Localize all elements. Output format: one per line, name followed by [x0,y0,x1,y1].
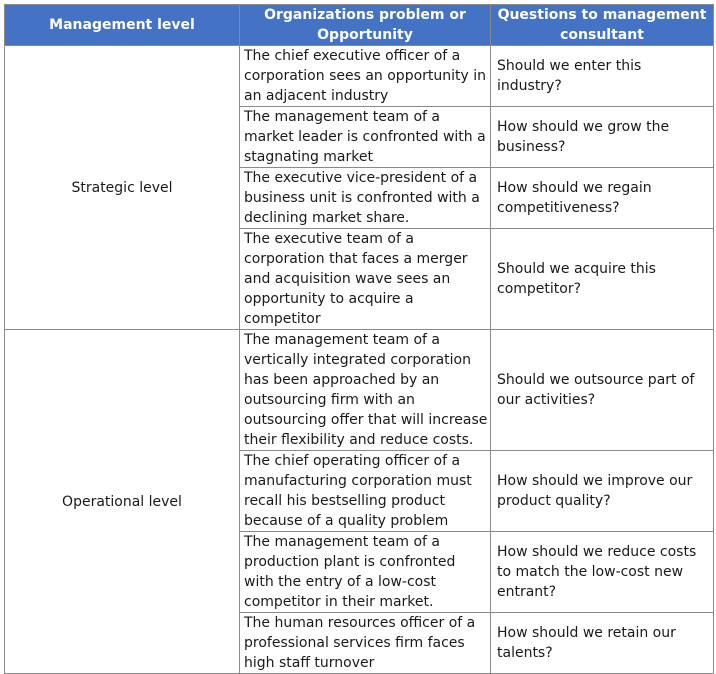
header-management-level: Management level [5,5,240,46]
problem-cell: The executive team of a corporation that faces a merger and acquisition wave sees an opportunity to acquire a competitor [240,229,491,330]
problem-cell: The management team of a vertically integrated corporation has been approached by an outsourcing firm with an outsourcing offer that will increase their flexibility and reduce costs. [240,330,491,451]
question-cell: Should we enter this industry? [491,46,714,107]
problem-cell: The chief operating officer of a manufacturing corporation must recall his bestselling product because of a quality problem [240,451,491,532]
management-level-cell: Operational level [5,330,240,674]
question-cell: How should we improve our product quality? [491,451,714,532]
table-row [5,330,714,451]
question-cell: How should we regain competitiveness? [491,168,714,229]
header-problem-opportunity: Organizations problem or Opportunity [240,5,491,46]
question-cell: How should we grow the business? [491,107,714,168]
problem-cell: The executive vice-president of a business unit is confronted with a declining market share. [240,168,491,229]
question-cell: Should we outsource part of our activities? [491,330,714,451]
problem-cell: The human resources officer of a professional services firm faces high staff turnover [240,613,491,674]
question-cell: How should we retain our talents? [491,613,714,674]
question-cell: How should we reduce costs to match the low-cost new entrant? [491,532,714,613]
table-row [5,46,714,107]
header-questions: Questions to management consultant [491,5,714,46]
table-header [5,5,714,46]
problem-cell: The chief executive officer of a corporation sees an opportunity in an adjacent industry [240,46,491,107]
problem-cell: The management team of a production plant is confronted with the entry of a low-cost competitor in their market. [240,532,491,613]
header-row [5,5,714,46]
management-consulting-table [4,4,714,674]
problem-cell: The management team of a market leader is confronted with a stagnating market [240,107,491,168]
question-cell: Should we acquire this competitor? [491,229,714,330]
management-level-cell: Strategic level [5,46,240,330]
table-body [5,46,714,674]
